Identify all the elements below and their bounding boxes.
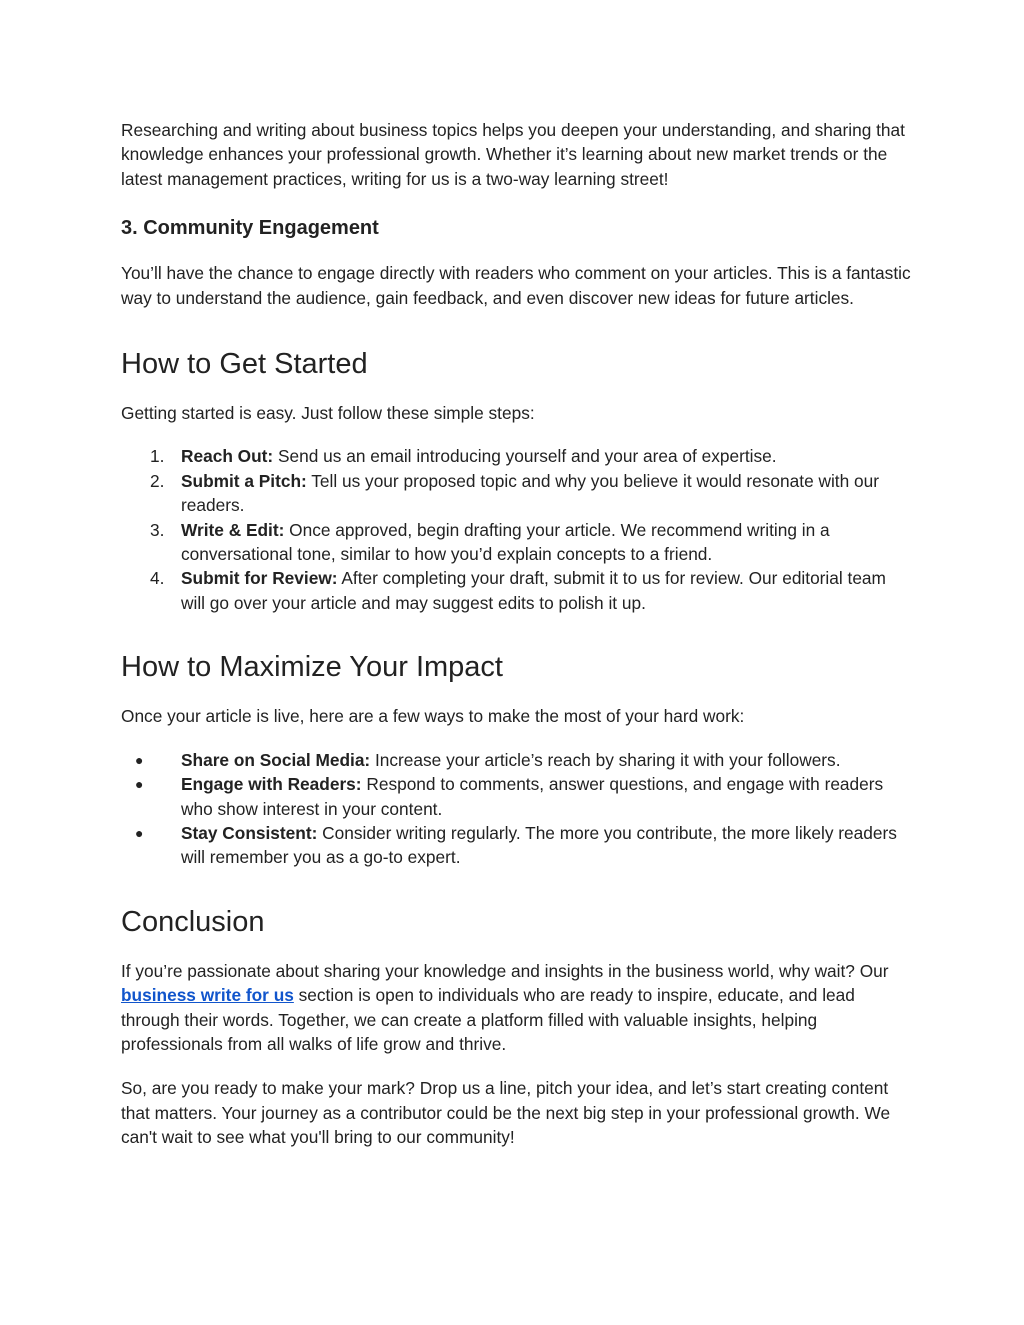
step-text: After completing your draft, submit it to us for review. Our editorial team will go over your article and may suggest edits to polish it up. [181, 568, 886, 613]
conclusion-paragraph-2: So, are you ready to make your mark? Drop us a line, pitch your idea, and let’s start creating content that matters. Your journey as a contributor could be the next big step in your professional growth. We can't wait to see what you'll bring to our community! [121, 1078, 891, 1148]
impact-heading: How to Maximize Your Impact [121, 651, 503, 684]
list-item [121, 566, 911, 615]
bullet-icon: ● [135, 824, 144, 841]
list-item [121, 748, 911, 772]
step-title: Write & Edit: [181, 519, 285, 540]
item-text: Respond to comments, answer questions, and engage with readers who show interest in your content. [181, 774, 884, 819]
step-number: 3. [150, 519, 165, 540]
step-title: Submit for Review: [181, 568, 338, 589]
step-number: 2. [150, 470, 165, 491]
get-started-intro: Getting started is easy. Just follow these simple steps: [121, 403, 535, 424]
list-item [121, 469, 911, 518]
step-text: Once approved, begin drafting your article. We recommend writing in a conversational tone, similar to how you’d explain concepts to a friend. [181, 519, 830, 565]
step-text: Send us an email introducing yourself and your area of expertise. [273, 446, 777, 467]
impact-list [121, 748, 911, 870]
item-title: Stay Consistent: [181, 822, 318, 843]
step-title: Submit a Pitch: [181, 470, 307, 491]
business-write-for-us-link[interactable]: business write for us [121, 985, 294, 1006]
item-title: Engage with Readers: [181, 774, 362, 795]
list-item [121, 772, 911, 821]
conclusion-text-before: If you’re passionate about sharing your knowledge and insights in the business world, why wait? Our [121, 960, 889, 981]
bullet-icon: ● [135, 776, 144, 793]
conclusion-paragraph-1 [121, 959, 911, 1057]
get-started-heading: How to Get Started [121, 348, 368, 381]
conclusion-heading: Conclusion [121, 905, 265, 938]
conclusion-text-after: section is open to individuals who are ready to inspire, educate, and lead through their words. Together, we can create a platform filled with valuable insights, helping professionals from all walks of life grow and thrive. [121, 985, 855, 1054]
impact-intro: Once your article is live, here are a few ways to make the most of your hard work: [121, 706, 745, 727]
community-paragraph: You’ll have the chance to engage directly with readers who comment on your articles. This is a fantastic way to understand the audience, gain feedback, and even discover new ideas for future articles. [121, 263, 911, 308]
document-page [121, 118, 911, 1150]
step-title: Reach Out: [181, 446, 274, 467]
steps-list [121, 444, 911, 615]
item-text: Consider writing regularly. The more you contribute, the more likely readers will remember you as a go-to expert. [181, 822, 897, 868]
step-text: Tell us your proposed topic and why you believe it would resonate with our readers. [181, 470, 879, 516]
step-number: 4. [150, 568, 165, 589]
list-item [121, 444, 911, 468]
intro-paragraph: Researching and writing about business topics helps you deepen your understanding, and sharing that knowledge enhances your professional growth. Whether it’s learning about new market trends or the latest management practices, writing for us is a two-way learning street! [121, 120, 905, 189]
item-title: Share on Social Media: [181, 749, 371, 770]
bullet-icon: ● [135, 751, 144, 768]
list-item [121, 518, 911, 567]
community-heading: 3. Community Engagement [121, 217, 379, 240]
list-item [121, 821, 911, 870]
item-text: Increase your article’s reach by sharing it with your followers. [370, 749, 841, 770]
step-number: 1. [150, 446, 165, 467]
